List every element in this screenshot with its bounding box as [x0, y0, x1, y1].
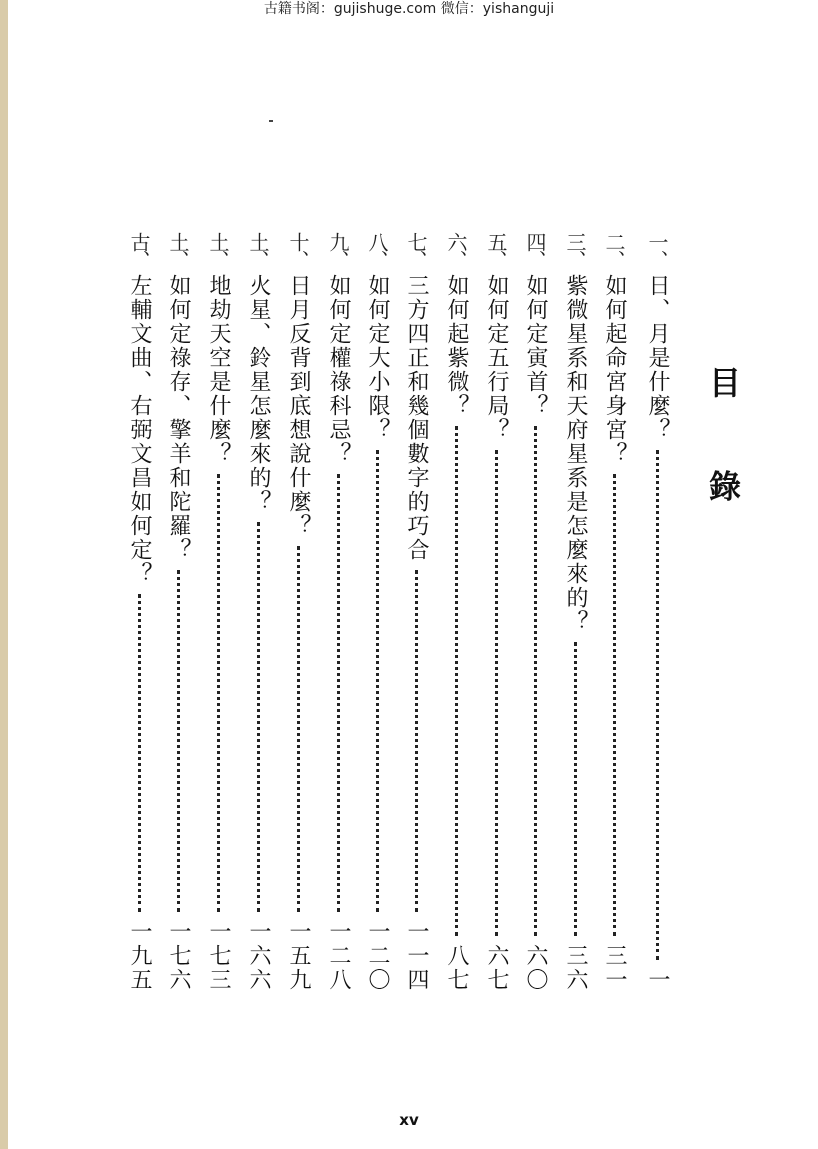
toc-entry[interactable]: [478, 232, 514, 992]
page-edge: [0, 0, 8, 1149]
entry-page: 一一四: [404, 920, 429, 992]
toc-entry[interactable]: [517, 232, 553, 992]
entry-title: 地劫天空是什麼？: [206, 274, 231, 466]
toc-entry[interactable]: [639, 232, 675, 992]
dot-leader: [337, 474, 340, 912]
entry-number: 四、: [523, 232, 547, 268]
toc-entry[interactable]: [557, 232, 593, 992]
entry-page: 一九五: [127, 920, 152, 992]
entry-page: 六七: [484, 944, 509, 992]
watermark: 古籍书阁：gujishuge.com 微信：yishanguji: [263, 1, 555, 17]
page-title: 目 錄: [704, 366, 742, 532]
dot-leader: [534, 426, 537, 936]
dot-leader: [138, 594, 141, 912]
dot-leader: [495, 450, 498, 936]
entry-number: 一、: [645, 232, 669, 268]
entry-page: 一五九: [286, 920, 311, 992]
entry-title: 紫微星系和天府星系是怎麼來的？: [563, 274, 588, 634]
entry-title: 如何定五行局？: [484, 274, 509, 442]
entry-page: 一: [645, 968, 670, 992]
entry-title: 火星、鈴星怎麼來的？: [246, 274, 271, 514]
entry-number: 三、: [563, 232, 587, 268]
entry-number: 五、: [484, 232, 508, 268]
entry-number: 土、: [166, 232, 190, 268]
dot-leader: [297, 546, 300, 912]
toc-entry[interactable]: [280, 232, 316, 992]
entry-number: 土、: [206, 232, 230, 268]
entry-page: 一七三: [206, 920, 231, 992]
entry-number: 六、: [444, 232, 468, 268]
entry-number: 十、: [286, 232, 310, 268]
toc-entry[interactable]: [121, 232, 157, 992]
dot-leader: [613, 474, 616, 936]
dot-leader: [257, 522, 260, 912]
dot-leader: [217, 474, 220, 912]
entry-page: 一二八: [326, 920, 351, 992]
entry-page: 三六: [563, 944, 588, 992]
entry-title: 如何定寅首？: [523, 274, 548, 418]
entry-title: 三方四正和幾個數字的巧合: [404, 274, 429, 562]
entry-title: 日、月是什麼？: [645, 274, 670, 442]
toc-entry[interactable]: [320, 232, 356, 992]
entry-page: 八七: [444, 944, 469, 992]
scan-speck: [269, 120, 273, 122]
entry-title: 如何定權祿科忌？: [326, 274, 351, 466]
dot-leader: [455, 426, 458, 936]
entry-number: 七、: [404, 232, 428, 268]
toc-entry[interactable]: [200, 232, 236, 992]
toc-entry[interactable]: [359, 232, 395, 992]
entry-title: 如何定祿存、擎羊和陀羅？: [166, 274, 191, 562]
entry-title: 左輔文曲、右弼文昌如何定？: [127, 274, 152, 586]
entry-page: 一六六: [246, 920, 271, 992]
dot-leader: [574, 642, 577, 936]
entry-number: 土、: [246, 232, 270, 268]
dot-leader: [415, 570, 418, 912]
entry-number: 二、: [602, 232, 626, 268]
toc-entry[interactable]: [596, 232, 632, 992]
entry-title: 日月反背到底想說什麼？: [286, 274, 311, 538]
entry-number: 九、: [326, 232, 350, 268]
entry-page: 一七六: [166, 920, 191, 992]
entry-number: 八、: [365, 232, 389, 268]
entry-page: 一二〇: [365, 920, 390, 992]
entry-title: 如何起紫微？: [444, 274, 469, 418]
toc-entry[interactable]: [240, 232, 276, 992]
page-number: xv: [399, 1111, 419, 1129]
entry-title: 如何定大小限？: [365, 274, 390, 442]
entry-page: 三一: [602, 944, 627, 992]
entry-title: 如何起命宮身宮？: [602, 274, 627, 466]
dot-leader: [376, 450, 379, 912]
dot-leader: [177, 570, 180, 912]
dot-leader: [656, 450, 659, 960]
toc-entry[interactable]: [160, 232, 196, 992]
entry-number: 古、: [127, 232, 151, 268]
toc-entry[interactable]: [398, 232, 434, 992]
entry-page: 六〇: [523, 944, 548, 992]
toc-entry[interactable]: [438, 232, 474, 992]
